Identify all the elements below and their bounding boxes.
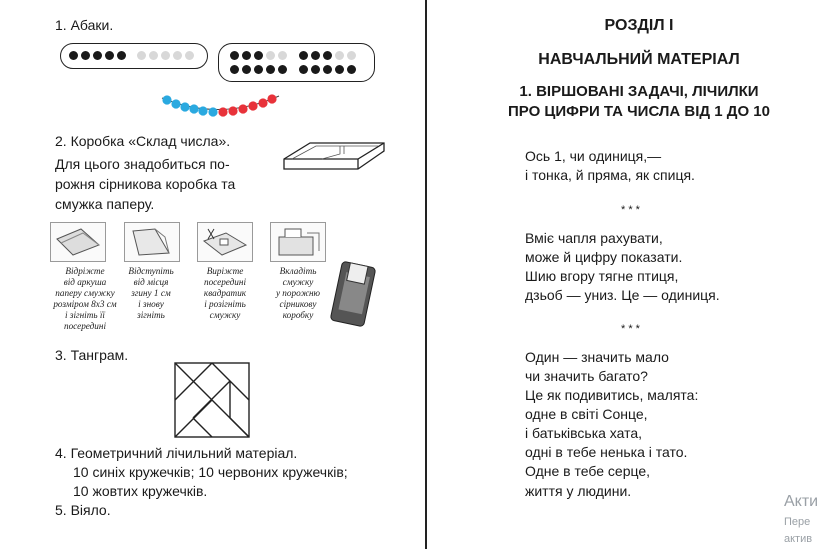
bead [161, 51, 170, 60]
bead [230, 65, 239, 74]
step-3-picture [197, 222, 253, 262]
item-2-box: 2. Коробка «Склад числа». [55, 133, 231, 149]
step-4-picture [270, 222, 326, 262]
bead [242, 65, 251, 74]
bead [266, 65, 275, 74]
step-1-caption: Відріжте від аркуша паперу смужку розміром 8х3 см і зігніть її посередині [53, 266, 117, 331]
activation-watermark-line: актив [784, 533, 813, 545]
tangram-illustration [174, 362, 250, 438]
item-1-abacus: 1. Абаки. [55, 17, 114, 33]
abacus-double [218, 43, 375, 82]
bead [149, 51, 158, 60]
bead [266, 51, 275, 60]
poem-line: і батьківська хата, [525, 425, 643, 441]
abacus-single [60, 43, 208, 69]
item-2-text-line: смужка паперу. [55, 196, 155, 212]
bead [323, 51, 332, 60]
matchbox-photo [330, 258, 380, 332]
item-4-line: 10 жовтих кружечків. [73, 483, 208, 499]
matchbox-illustration [280, 137, 390, 177]
chapter-heading-line: 1. ВІРШОВАНІ ЗАДАЧІ, ЛІЧИЛКИ [519, 83, 759, 100]
bead [173, 51, 182, 60]
activation-watermark-title: Акти [784, 493, 818, 510]
chapter-heading-line: ПРО ЦИФРИ ТА ЧИСЛА ВІД 1 ДО 10 [507, 103, 770, 120]
bead [105, 51, 114, 60]
poem-line: Одне в тебе серце, [525, 463, 651, 479]
poem-line: Один — значить мало [525, 349, 669, 365]
step-1-picture [50, 222, 106, 262]
bead [299, 65, 308, 74]
bead [230, 51, 239, 60]
poem-line: одні в тебе ненька і тато. [525, 444, 688, 460]
bead [254, 51, 263, 60]
section-title: РОЗДІЛ І [604, 17, 674, 34]
poem-line: чи значить багато? [525, 368, 648, 384]
bead [335, 65, 344, 74]
bead [254, 65, 263, 74]
item-5-fan: 5. Віяло. [55, 502, 111, 518]
poem-line: одне в світі Сонце, [525, 406, 648, 422]
bead [299, 51, 308, 60]
bead [347, 51, 356, 60]
bead [278, 51, 287, 60]
poem-line: Ось 1, чи одиниця,— [525, 148, 662, 164]
bead [311, 51, 320, 60]
poem-line: дзьоб — униз. Це — одиниця. [525, 287, 720, 303]
bead [185, 51, 194, 60]
item-3-tangram: 3. Танграм. [55, 347, 129, 363]
step-3-caption: Виріжте посередині квадратик і розігніть смужку [203, 266, 247, 320]
step-4-caption: Вкладіть смужку у порожню сірникову коробку [275, 266, 321, 320]
bead [335, 51, 344, 60]
bead [69, 51, 78, 60]
bead [93, 51, 102, 60]
bead [278, 65, 287, 74]
item-2-text-line: Для цього знадобиться по- [55, 156, 230, 172]
stanza-separator: * * * [621, 204, 640, 216]
item-4-material: 4. Геометричний лічильний матеріал. [55, 445, 298, 461]
page-divider [425, 0, 427, 549]
bead [311, 65, 320, 74]
step-2-caption: Відступіть від місця згину 1 см і знову зігніть [128, 266, 174, 320]
bead [137, 51, 146, 60]
bead [242, 51, 251, 60]
item-4-line: 10 синіх кружечків; 10 червоних кружечків; [73, 464, 348, 480]
stanza-separator: * * * [621, 323, 640, 335]
bead [117, 51, 126, 60]
bead-string-illustration [158, 90, 283, 120]
poem-line: Це як подивитись, малята: [525, 387, 699, 403]
bead [81, 51, 90, 60]
poem-line: життя у людини. [525, 483, 632, 499]
poem-line: Шию вгору тягне птиця, [525, 268, 679, 284]
section-subtitle: НАВЧАЛЬНИЙ МАТЕРІАЛ [538, 51, 740, 68]
bead [323, 65, 332, 74]
bead [347, 65, 356, 74]
poem-line: і тонка, й пряма, як спиця. [525, 167, 695, 183]
poem-line: може й цифру показати. [525, 249, 683, 265]
poem-line: Вміє чапля рахувати, [525, 230, 663, 246]
item-2-text-line: рожня сірникова коробка та [55, 176, 236, 192]
step-2-picture [124, 222, 180, 262]
activation-watermark-line: Пере [784, 516, 811, 528]
